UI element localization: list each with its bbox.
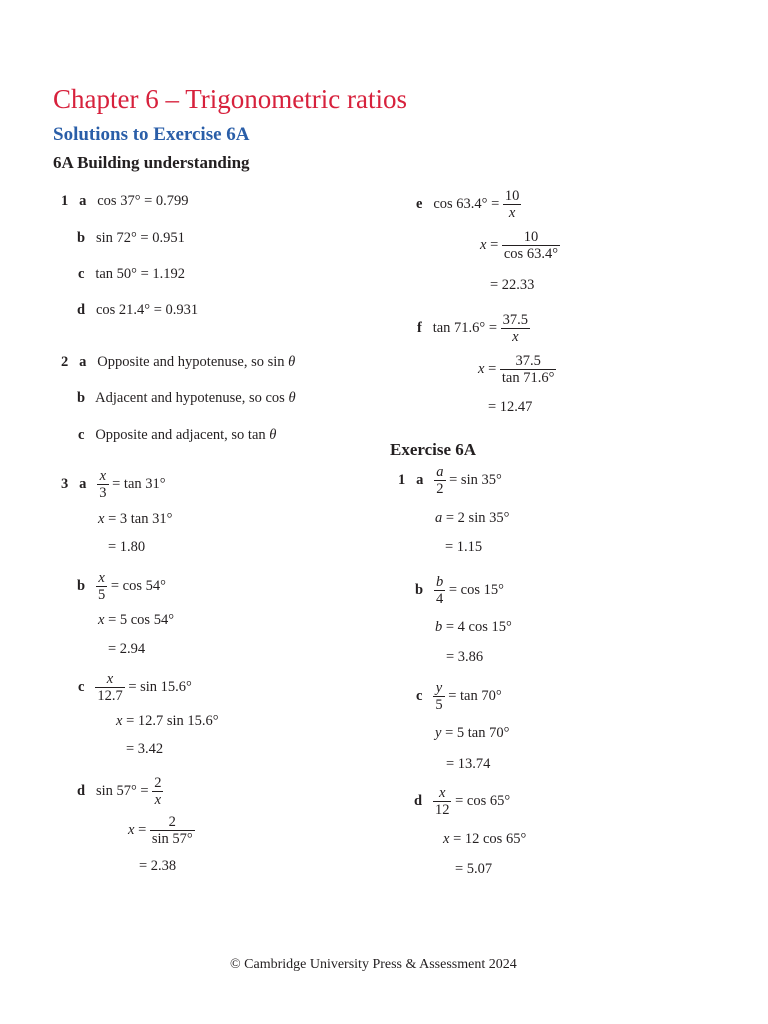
bu-q3-e-line3: = 22.33 [490,277,535,293]
equation: cos 21.4° = 0.931 [95,302,199,318]
bu-q3-d-line3: = 2.38 [139,858,177,874]
question-number: 1 [398,471,406,488]
part-label: d [77,782,86,799]
part-label: a [79,354,87,370]
ex-q1-b-line2: b = 4 cos 15° [435,619,512,635]
part-label: b [77,577,86,594]
answer-text: Adjacent and hypotenuse, so cos [95,390,285,406]
bu-q3-b-line2: x = 5 cos 54° [98,612,174,628]
fraction: $\frac{10}{\cos 63.4^\circ}$ [503,229,559,262]
part-label: a [79,193,87,209]
answer-text: Opposite and adjacent, so tan [95,427,266,443]
bu-q3-f-line1 [417,312,530,345]
fraction: $\frac{37.5}{\tan 71.6^\circ}$ [501,353,555,386]
equation-rhs: = cos 15° [448,581,504,598]
fraction: $\frac{b}{4}$ [435,574,444,607]
part-label: c [78,678,85,695]
bu-q3-f-line2: x = $\frac{37.5}{\tan 71.6^\circ}$ [478,353,555,386]
ex-q1-c-line1 [416,680,502,713]
fraction: $\frac{x}{3}$ [99,468,107,501]
fraction: $\frac{2}{\sin 57^\circ}$ [151,814,193,847]
part-label: f [417,319,422,336]
bu-q3-d-line2: x = $\frac{2}{\sin 57^\circ}$ [128,814,193,847]
bu-q3-d-line1 [77,775,163,808]
equation-rhs: = cos 54° [110,577,166,594]
equation-rhs: = cos 65° [455,792,511,809]
part-label: a [79,475,87,492]
part-label: c [78,266,85,282]
bu-q3-b-line1 [77,570,166,603]
ex-q1-b-line3: = 3.86 [446,649,484,665]
theta-symbol: θ [288,390,296,406]
equation-lhs: cos 63.4° = [433,195,500,212]
bu-q1-c [78,265,185,283]
equation-rhs: = sin 15.6° [128,678,192,695]
answer-text: Opposite and hypotenuse, so sin [97,354,285,370]
part-label: b [415,581,424,598]
fraction: $\frac{10}{x}$ [504,188,520,221]
fraction: $\frac{37.5}{x}$ [502,312,529,345]
part-label: b [77,390,86,406]
part-label: c [416,687,423,704]
bu-q3-f-line3: = 12.47 [488,399,533,415]
part-label: e [416,195,423,212]
exercise-title: Exercise 6A [390,440,477,459]
equation-rhs: = tan 70° [448,687,502,704]
part-label: d [77,302,86,318]
equation: cos 37° = 0.799 [97,193,189,209]
bu-q1-d [77,301,198,319]
ex-q1-b-line1 [415,574,504,607]
copyright-footer: © Cambridge University Press & Assessment 2024 [230,957,517,972]
question-number: 2 [61,354,69,370]
part-label: a [416,471,424,488]
part-label: c [78,427,85,443]
fraction: $\frac{x}{12.7}$ [97,671,123,704]
bu-q3-c-line3: = 3.42 [126,741,164,757]
section-title: 6A Building understanding [53,153,250,172]
equation: tan 50° = 1.192 [95,266,186,282]
part-label: b [77,230,86,246]
bu-q3-a-line3: = 1.80 [108,539,146,555]
equation-rhs: = sin 35° [449,471,502,488]
bu-q3-c-line1 [78,671,192,704]
bu-q3-a-line1 [61,468,166,501]
ex-q1-a-line2: a = 2 sin 35° [435,510,510,526]
fraction: $\frac{2}{x}$ [154,775,162,808]
fraction: $\frac{y}{5}$ [435,680,443,713]
fraction: $\frac{x}{5}$ [97,570,106,603]
bu-q3-b-line3: = 2.94 [108,641,146,657]
bu-q3-e-line2: x = $\frac{10}{\cos 63.4^\circ}$ [480,229,559,262]
chapter-title: Chapter 6 – Trigonometric ratios [53,84,407,114]
ex-q1-d-line3: = 5.07 [455,861,493,877]
ex-q1-a-line1 [398,464,502,497]
question-number: 1 [61,193,69,209]
bu-q3-c-line2: x = 12.7 sin 15.6° [116,713,219,729]
ex-q1-c-line2: y = 5 tan 70° [435,725,510,741]
fraction: $\frac{x}{12}$ [434,785,450,818]
equation-lhs: sin 57° = [95,782,149,799]
ex-q1-d-line2: x = 12 cos 65° [443,831,527,847]
theta-symbol: θ [288,354,296,370]
solutions-title: Solutions to Exercise 6A [53,124,250,145]
bu-q2-c [78,426,276,444]
question-number: 3 [61,475,69,492]
ex-q1-a-line3: = 1.15 [445,539,483,555]
bu-q2-a [61,353,295,371]
fraction: $\frac{a}{2}$ [436,464,444,497]
equation-rhs: = tan 31° [112,475,166,492]
bu-q3-a-line2: x = 3 tan 31° [98,511,173,527]
equation-lhs: tan 71.6° = [432,319,498,336]
ex-q1-c-line3: = 13.74 [446,756,491,772]
ex-q1-d-line1 [414,785,510,818]
bu-q2-b [77,389,296,407]
theta-symbol: θ [269,427,277,443]
equation: sin 72° = 0.951 [95,230,185,246]
bu-q1-a [61,192,189,210]
bu-q3-e-line1 [416,188,521,221]
bu-q1-b [77,229,185,247]
part-label: d [414,792,423,809]
